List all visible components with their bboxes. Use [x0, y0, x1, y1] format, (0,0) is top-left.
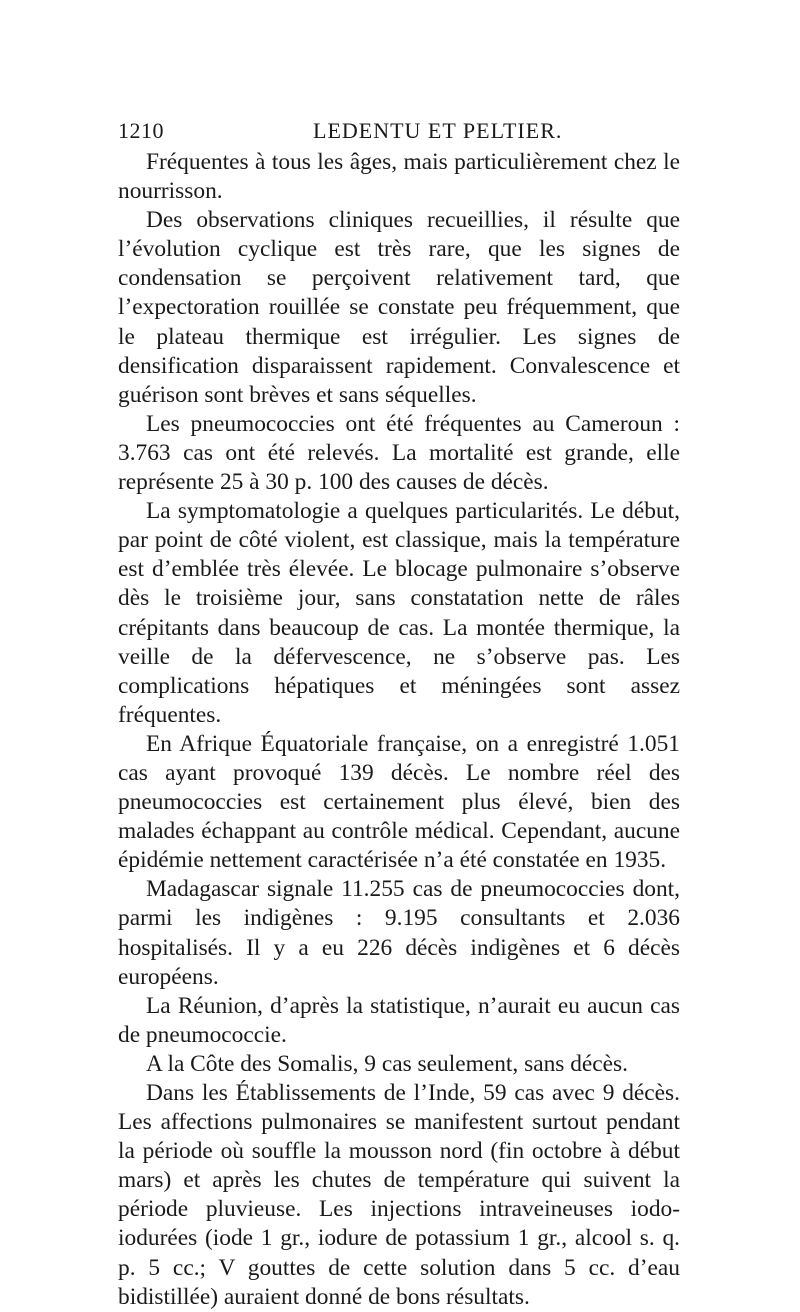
paragraph-8: A la Côte des Somalis, 9 cas seulement, sans décès.	[146, 1050, 629, 1077]
paragraph-4: La symptomatologie a quelques particularités. Le début, par point de côté violent, est classique, mais la température est d’emblée très élevée. Le blocage pulmonaire s’observe dès le troisième jour, sans constatation nette de râles crépitants dans beaucoup de cas. La montée thermique, la veille de la défervescence, ne s’observe pas. Les complications hépatiques et méningées sont assez fréquentes.	[118, 498, 680, 728]
paragraph-6: Madagascar signale 11.255 cas de pneumococcies dont, parmi les indigènes : 9.195 consultants et 2.036 hospitalisés. Il y a eu 226 décès indigènes et 6 décès européens.	[118, 876, 680, 990]
paragraph-1: Fréquentes à tous les âges, mais particulièrement chez le nourrisson.	[118, 149, 680, 205]
paragraph-7: La Réunion, d’après la statistique, n’aurait eu aucun cas de pneumococcie.	[118, 992, 680, 1048]
page-header	[118, 118, 678, 148]
text-body	[118, 148, 680, 1312]
paragraph-3: Les pneumococcies ont été fréquentes au Cameroun : 3.763 cas ont été relevés. La mortalité est grande, elle représente 25 à 30 p. 100 des causes de décès.	[118, 410, 680, 496]
paragraph-9: Dans les Établissements de l’Inde, 59 cas avec 9 décès. Les affections pulmonaires se manifestent surtout pendant la période où souffle la mousson nord (fin octobre à début mars) et après les chutes de température qui suivent la période pluvieuse. Les injections intraveineuses iodo-iodurées (iode 1 gr., iodure de potassium 1 gr., alcool s. q. p. 5 cc.; V gouttes de cette solution dans 5 cc. d’eau bidistillée) auraient donné de bons résultats.	[118, 1080, 680, 1310]
page-number: 1210	[118, 118, 164, 143]
running-title: LEDENTU ET PELTIER.	[313, 118, 563, 143]
paragraph-5: En Afrique Équatoriale française, on a enregistré 1.051 cas ayant provoqué 139 décès. Le nombre réel des pneumococcies est certainement plus élevé, bien des malades échappant au contrôle médical. Cependant, aucune épidémie nettement caractérisée n’a été constatée en 1935.	[118, 730, 680, 874]
paragraph-2: Des observations cliniques recueillies, il résulte que l’évolution cyclique est très rare, que les signes de condensation se perçoivent relativement tard, que l’expectoration rouillée se constate peu fréquemment, que le plateau thermique est irrégulier. Les signes de densification disparaissent rapidement. Convalescence et guérison sont brèves et sans séquelles.	[118, 207, 680, 408]
